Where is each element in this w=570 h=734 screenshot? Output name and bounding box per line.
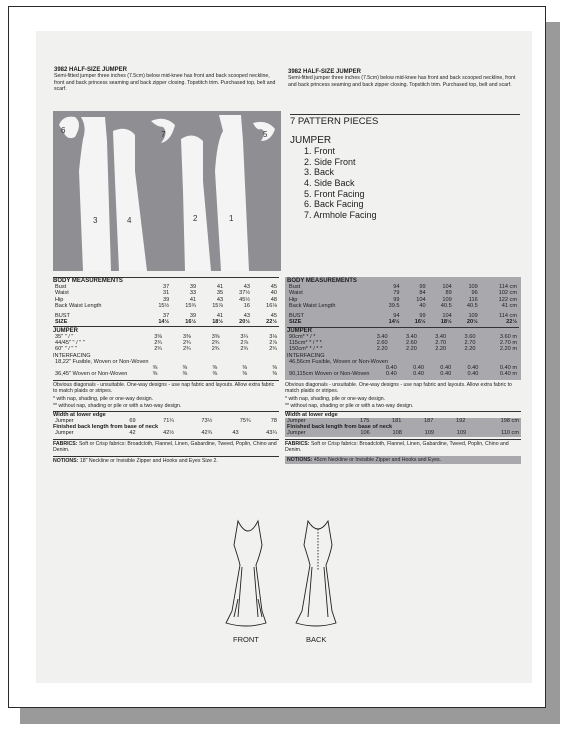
cell: 2¾ [154, 340, 162, 347]
right-length-heading: Finished back length from base of neck [287, 424, 393, 431]
cell: 175 [360, 418, 370, 425]
row-label: SIZE [55, 319, 68, 326]
cell: 18½ [212, 319, 224, 326]
cell: 22½ [506, 319, 517, 326]
piece-back [79, 117, 111, 271]
cell: 0.40 [385, 364, 397, 371]
row-label: Jumper [287, 418, 306, 425]
right-header-description: Semi-fitted jumper three inches (7.5cm) below mid-knee has front and back scooped neckline, front and back princess seaming and back zipper closing. Topstitch trim. Purchased top, belt and scarf. [288, 75, 516, 88]
cell: 104 [442, 313, 452, 320]
row-label: 46,56cm Fusible, Woven or Non-Woven [289, 358, 388, 365]
cell: 2.20 [464, 346, 476, 353]
cell: 42½ [163, 430, 174, 437]
right-length-table [285, 430, 521, 436]
cell: 94 [393, 313, 400, 320]
cell: 99 [419, 284, 426, 290]
cell: 110 cm [501, 430, 519, 437]
cell: 42 [129, 430, 136, 437]
cell: 0.40 [467, 371, 479, 378]
cell: 106 [360, 430, 370, 437]
pattern-pieces-list [290, 114, 520, 220]
cell: 2¾ [154, 346, 162, 353]
pattern-group-label: JUMPER [290, 134, 332, 146]
piece-item: 4. Side Back [304, 177, 355, 188]
cell: 42¾ [201, 430, 213, 437]
notions-label: NOTIONS: [53, 457, 79, 464]
cell: 89 [445, 290, 452, 297]
cell: 69 [129, 418, 136, 425]
piece-number-label: 1 [229, 214, 234, 223]
cell: 0.40 [467, 364, 479, 371]
table-row [53, 371, 279, 377]
image-frame [8, 6, 546, 708]
row-label: Bust [289, 284, 301, 290]
cell: 104 [416, 296, 426, 303]
cell: 41 [189, 296, 197, 303]
table-row [53, 319, 279, 326]
cell: 109 [468, 284, 478, 290]
cell: 71¼ [163, 418, 174, 425]
piece-item: 7. Armhole Facing [304, 209, 377, 220]
left-width-heading: Width at lower edge [53, 411, 279, 418]
cell: 2¾ [211, 346, 220, 353]
cell: 43 [216, 296, 224, 303]
row-label: SIZE [289, 319, 302, 326]
left-length-heading: Finished back length from base of neck [53, 424, 159, 431]
row-label: Hip [55, 296, 64, 303]
table-row [53, 430, 279, 436]
cell: 109 [456, 430, 467, 437]
cell: 84 [419, 290, 426, 297]
cell: 14½ [388, 319, 400, 326]
left-notes [53, 380, 279, 410]
row-label: Hip [289, 296, 298, 303]
cell: 2.70 [435, 340, 447, 347]
cell: 16½ [414, 319, 426, 326]
front-label: FRONT [233, 635, 259, 644]
cell: 39.5 [388, 302, 400, 309]
cell: 37 [162, 284, 170, 290]
right-body-measurements [287, 284, 519, 326]
cell: 75¾ [239, 418, 251, 425]
cell: 41 cm [501, 302, 517, 309]
note-text: * with nap, shading, pile or one-way design. [285, 396, 386, 403]
row-label: Bust [55, 284, 67, 290]
cell: 45½ [239, 296, 251, 303]
pattern-envelope-back [36, 31, 532, 683]
cell: 16½ [185, 319, 197, 326]
row-label: Waist [55, 290, 69, 297]
left-jumper-yardage [53, 334, 279, 353]
cell: 3⅜ [182, 333, 191, 340]
left-header-title: 3982 HALF-SIZE JUMPER [54, 67, 128, 73]
cell: 0.40 [385, 371, 397, 378]
cell: 108 [392, 430, 402, 437]
piece-item: 1. Front [304, 146, 336, 157]
cell: 114 cm [499, 313, 517, 320]
row-label: Waist [289, 290, 303, 297]
back-sketch [296, 521, 336, 626]
cell: 3.60 m [499, 333, 517, 340]
left-header [54, 67, 276, 93]
row-label: 36,45" Woven or Non-Woven [55, 371, 128, 378]
cell: 15½ [158, 302, 170, 309]
piece-number-label: 3 [93, 216, 98, 225]
row-label: Back Waist Length [289, 302, 336, 309]
right-interfacing-heading: INTERFACING [287, 352, 325, 359]
cell: 37 [162, 313, 170, 320]
row-label: 18,22" Fusible, Woven or Non-Woven [55, 358, 149, 365]
cell: 2¾ [211, 340, 220, 347]
left-header-description: Semi-fitted jumper three inches (7.5cm) below mid-knee has front and back scooped neckline, front and back princess seaming and back zipper closing. Topstitch trim. Purchased top, belt and scarf. [54, 73, 276, 93]
garment-sketches [216, 511, 366, 651]
row-label: Back Waist Length [55, 302, 102, 309]
row-label: 35" " / " [55, 333, 74, 340]
cell: 40 [419, 302, 426, 309]
cell: 181 [392, 418, 402, 425]
right-measure-panel [285, 418, 521, 437]
cell: ⅜ [272, 371, 277, 378]
cell: 3.40 [435, 333, 447, 340]
row-label: Jumper [287, 430, 306, 437]
cell: 2.60 [376, 340, 388, 347]
left-length-table [53, 430, 279, 436]
front-sketch [226, 521, 266, 626]
cell: 73½ [201, 418, 213, 425]
pattern-pieces-diagram [53, 111, 281, 271]
cell: 0.40 m [499, 364, 517, 371]
table-row [287, 319, 519, 325]
cell: ⅜ [152, 371, 158, 378]
cell: 2.60 [405, 340, 417, 347]
cell: 104 [442, 284, 452, 290]
left-measurement-table [53, 277, 279, 464]
pattern-pieces-svg [53, 111, 281, 271]
right-fabrics [285, 439, 521, 454]
cell: 0.40 [413, 364, 424, 371]
left-body-measurements [53, 284, 279, 327]
piece-number-label: 4 [127, 216, 132, 225]
notions-text: 45cm Neckline or Invisible Zipper and Hooks and Eyes. [313, 456, 441, 463]
table-row [285, 430, 521, 436]
cell: 35 [216, 290, 224, 297]
notions-label: NOTIONS: [287, 456, 313, 463]
cell: 15¾ [185, 302, 197, 309]
table-row [287, 371, 519, 377]
cell: 198 cm [500, 418, 519, 425]
row-label: BUST [55, 313, 70, 320]
left-fabrics [53, 439, 279, 454]
cell: 16 [243, 302, 251, 309]
row-label: 90cm* * / * [289, 333, 316, 340]
left-interfacing-heading: INTERFACING [53, 352, 91, 359]
cell: 109 [468, 313, 478, 320]
cell: 20½ [466, 319, 478, 326]
cell: 0.40 m [499, 371, 517, 378]
cell: 0.40 [440, 364, 452, 371]
pattern-pieces-heading: 7 PATTERN PIECES [290, 114, 520, 128]
note-text: * with nap, shading, pile or one-way design. [53, 396, 154, 403]
cell: ⅜ [242, 364, 248, 371]
cell: 114 cm [499, 284, 517, 290]
right-header-title: 3982 HALF-SIZE JUMPER [288, 69, 362, 75]
cell: 43 [243, 313, 251, 320]
back-label: BACK [306, 635, 327, 644]
cell: 39 [189, 284, 197, 290]
row-label: Jumper [55, 418, 74, 425]
cell: 37½ [239, 290, 251, 297]
piece-item: 5. Front Facing [304, 188, 365, 199]
row-label: 150cm* * / * * [289, 346, 323, 353]
right-jumper-yardage [287, 334, 519, 353]
cell: 39 [189, 313, 197, 320]
left-jumper-heading: JUMPER [53, 327, 79, 334]
right-width-heading: Width at lower edge [285, 411, 521, 418]
cell: 2¾ [182, 340, 191, 347]
cell: 187 [424, 418, 434, 425]
piece-number-label: 7 [161, 130, 166, 139]
cell: 2.20 [435, 346, 447, 353]
cell: 96 [471, 290, 478, 297]
piece-side-front [181, 135, 211, 271]
cell: 43 [232, 430, 239, 437]
cell: 79 [393, 290, 400, 297]
cell: 40 [270, 290, 277, 297]
cell: 2⅞ [269, 340, 277, 347]
row-label: 115cm* * / * * [289, 340, 322, 347]
cell: 0.40 [440, 371, 452, 378]
sketch-svg [216, 511, 366, 651]
cell: 109 [424, 430, 434, 437]
piece-item: 2. Side Front [304, 156, 356, 167]
cell: 41 [216, 313, 224, 320]
cell: 45 [270, 284, 277, 290]
cell: 2.70 m [499, 340, 517, 347]
fabrics-label: FABRICS: [53, 440, 78, 447]
cell: 3.60 [464, 333, 476, 340]
cell: 116 [468, 296, 478, 303]
cell: 94 [393, 284, 400, 290]
left-body-heading: BODY MEASUREMENTS [53, 277, 279, 284]
cell: 2¾ [240, 346, 249, 353]
piece-item: 3. Back [304, 167, 335, 178]
cell: 16⅛ [266, 302, 277, 309]
cell: ⅜ [182, 364, 188, 371]
cell: 2.20 [405, 346, 417, 353]
left-notions [53, 456, 279, 464]
row-label: Jumper [55, 430, 74, 437]
cell: 22½ [266, 319, 277, 326]
cell: 99 [419, 313, 426, 320]
cell: 31 [162, 290, 170, 297]
row-label: 60" " / " " [55, 346, 77, 353]
cell: 41 [216, 284, 224, 290]
right-notions [285, 456, 521, 464]
right-measurement-table [285, 277, 521, 464]
notions-text: 18" Neckline or Invisible Zipper and Hooks and Eyes Size 2. [79, 457, 218, 464]
note-text: ** without nap, shading or pile or with a two-way design. [53, 402, 182, 409]
cell: 45 [270, 313, 277, 320]
cell: 39 [162, 296, 170, 303]
cell: ⅜ [182, 371, 188, 378]
cell: 3.40 [376, 333, 388, 340]
note-text: Obvious diagonals - unsuitable. One-way designs - use nap fabric and layouts. Allow extra fabric to match plaids or stripes. [53, 381, 275, 394]
right-interfacing [287, 359, 519, 378]
left-interfacing [53, 359, 279, 378]
right-body-heading: BODY MEASUREMENTS [287, 278, 357, 284]
cell: 40.5 [440, 302, 452, 309]
right-jumper-heading: JUMPER [287, 327, 519, 334]
cell: 3¼ [240, 333, 249, 340]
cell: 109 [442, 296, 452, 303]
row-label: 90,115cm Woven or Non-Woven [289, 371, 370, 378]
fabrics-text: Soft or Crisp fabrics: Broadcloth, Flannel, Linen, Gabardine, Tweed, Poplin, Chino and Denim. [53, 440, 277, 454]
fabrics-label: FABRICS: [285, 440, 310, 447]
cell: 14½ [158, 319, 170, 326]
cell: 43¼ [266, 430, 277, 437]
cell: 3⅜ [211, 333, 220, 340]
cell: 122 cm [498, 296, 517, 303]
cell: 2.20 m [499, 346, 517, 353]
right-notes [285, 382, 521, 410]
cell: ⅜ [152, 364, 158, 371]
cell: 48 [270, 296, 277, 303]
cell: 18½ [440, 319, 452, 326]
cell: 78 [270, 418, 277, 425]
cell: 3⅜ [154, 333, 162, 340]
piece-front [215, 115, 249, 271]
cell: 40.5 [466, 302, 478, 309]
cell: 102 cm [498, 290, 517, 297]
cell: 0.40 [413, 371, 424, 378]
cell: ⅜ [212, 364, 218, 371]
cell: 2¾ [182, 346, 191, 353]
table-row [53, 303, 279, 309]
note-text: ** without nap, shading or pile or with a two-way design. [285, 402, 414, 409]
piece-item: 6. Back Facing [304, 199, 364, 210]
cell: 3⅛ [269, 333, 277, 340]
fabrics-text: Soft or Crisp fabrics: Broadcloth, Flannel, Linen, Gabardine, Tweed, Poplin, Chino and Denim. [285, 440, 509, 454]
cell: 2⅞ [240, 340, 249, 347]
right-header [288, 69, 516, 88]
right-gray-panel [285, 277, 521, 380]
cell: 33 [189, 290, 197, 297]
cell: 3.40 [405, 333, 417, 340]
cell: 2.20 [376, 346, 388, 353]
piece-number-label: 2 [193, 214, 198, 223]
cell: 15⅞ [212, 302, 224, 309]
cell: ⅜ [272, 364, 277, 371]
cell: 2.70 [464, 340, 476, 347]
cell: 99 [393, 296, 400, 303]
note-text: Obvious diagonals - unsuitable. One-way designs - use nap fabric and layouts. Allow extra fabric to match plaids or stripes. [285, 381, 512, 394]
row-label: 44/45" " / " " [55, 340, 85, 347]
cell: ⅜ [242, 371, 248, 378]
piece-number-label: 5 [263, 130, 268, 139]
piece-side-back [113, 129, 147, 271]
cell: 43 [243, 284, 251, 290]
cell: ⅜ [212, 371, 218, 378]
piece-number-label: 6 [61, 126, 66, 135]
cell: 20½ [239, 319, 251, 326]
cell: 2¾ [269, 346, 277, 353]
cell: 192 [456, 418, 466, 425]
row-label: BUST [289, 313, 304, 320]
